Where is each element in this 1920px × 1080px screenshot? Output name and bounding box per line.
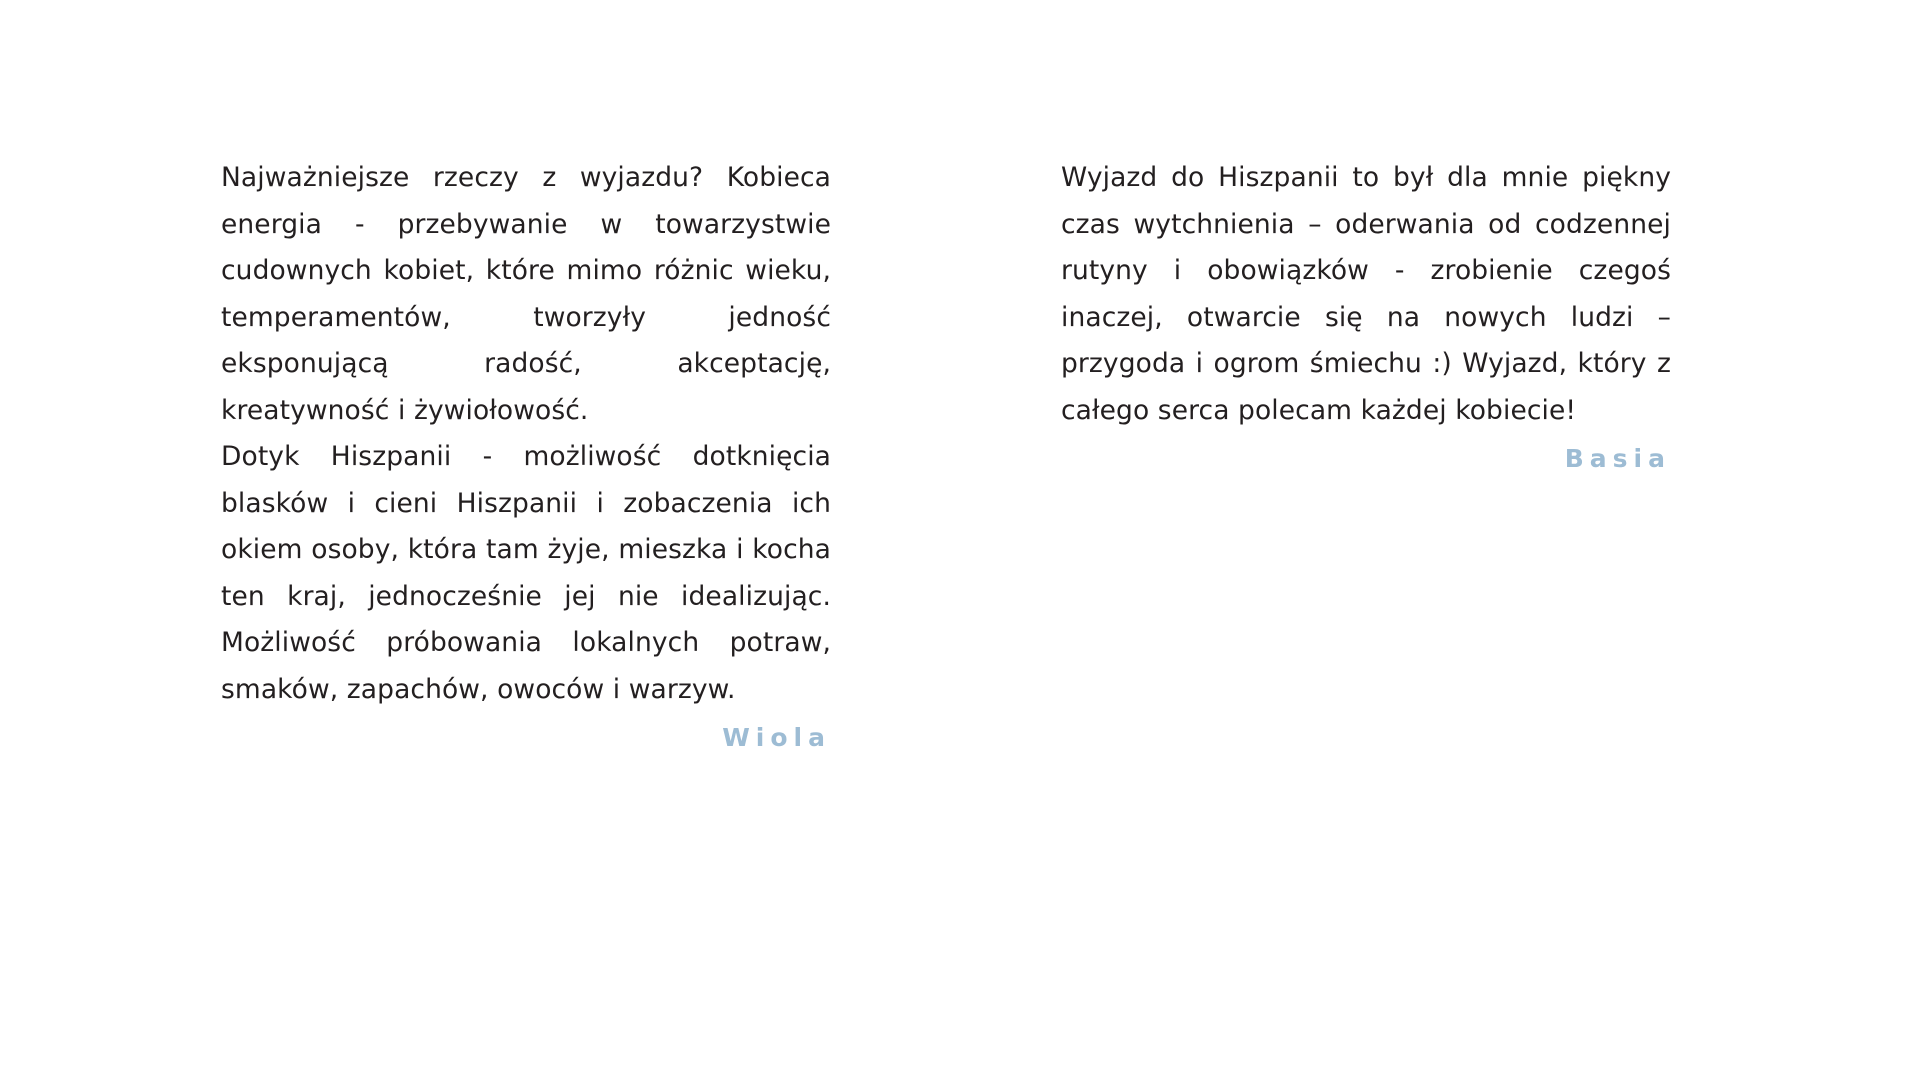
testimonial-signature-basia: Basia <box>1564 444 1671 473</box>
testimonial-wiola <box>221 155 831 752</box>
testimonial-paragraph: Wyjazd do Hiszpanii to był dla mnie piękny czas wytchnienia – oderwania od codzennej rutyny i obowiązków - zrobienie czegoś inaczej, otwarcie się na nowych ludzi – przygoda i ogrom śmiechu :) Wyjazd, który z całego serca polecam każdej kobiecie! <box>1061 162 1671 426</box>
testimonial-paragraph: Najważniejsze rzeczy z wyjazdu? Kobieca energia - przebywanie w towarzystwie cudownych kobiet, które mimo różnic wieku, temperamentów, tworzyły jedność eksponującą radość, akceptację, kreatywność i żywiołowość. <box>221 162 831 426</box>
testimonial-paragraph: Dotyk Hiszpanii - możliwość dotknięcia blasków i cieni Hiszpanii i zobaczenia ich okiem osoby, która tam żyje, mieszka i kocha ten kraj, jednocześnie jej nie idealizując. Możliwość próbowania lokalnych potraw, smaków, zapachów, owoców i warzyw. <box>221 441 831 705</box>
testimonials-columns <box>0 155 1920 752</box>
testimonial-signature-wiola: Wiola <box>722 723 831 752</box>
testimonial-basia <box>1061 155 1671 752</box>
